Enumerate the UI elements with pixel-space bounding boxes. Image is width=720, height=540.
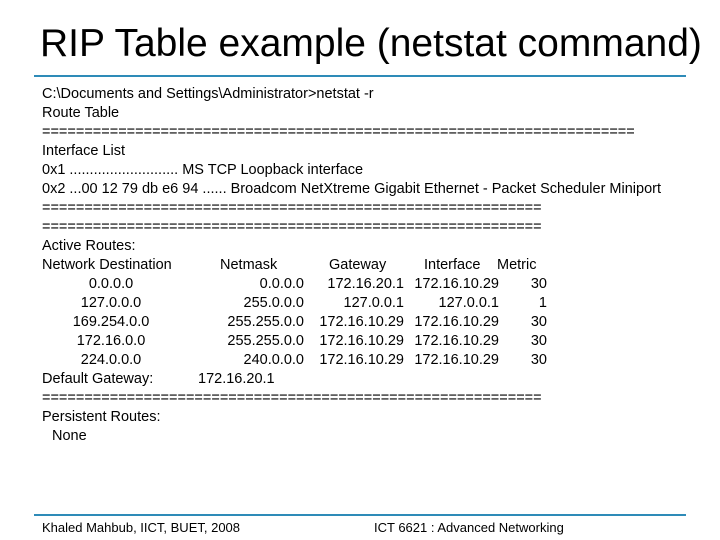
route-gateway: 127.0.0.1 [343,295,404,311]
separator-long: ====================================================================== [42,124,635,140]
route-gateway: 172.16.10.29 [319,314,404,330]
column-header-interface: Interface [424,257,481,273]
slide-title: RIP Table example (netstat command) [40,22,702,65]
active-routes-heading: Active Routes: [42,238,136,254]
route-row [42,294,687,313]
route-destination: 0.0.0.0 [88,276,134,292]
route-gateway: 172.16.20.1 [327,276,404,292]
separator: =========================================================== [42,390,542,406]
separator: =========================================================== [42,219,542,235]
route-interface: 172.16.10.29 [414,352,499,368]
route-destination: 172.16.0.0 [76,333,146,349]
column-header-destination: Network Destination [42,257,172,273]
persistent-routes-heading: Persistent Routes: [42,409,161,425]
default-gateway-label: Default Gateway: [42,371,154,387]
route-row [42,313,687,332]
route-netmask: 255.255.0.0 [227,333,304,349]
route-interface: 127.0.0.1 [438,295,499,311]
interface-broadcom: 0x2 ...00 12 79 db e6 94 ...... Broadcom NetXtreme Gigabit Ethernet - Packet Scheduler Miniport [42,181,661,197]
route-table-heading: Route Table [42,105,120,121]
footer-divider [34,514,686,516]
route-metric: 1 [538,295,547,311]
route-interface: 172.16.10.29 [414,333,499,349]
route-destination: 127.0.0.0 [80,295,142,311]
route-destination: 169.254.0.0 [72,314,150,330]
persistent-routes-none: None [52,428,87,444]
separator: =========================================================== [42,200,542,216]
route-row [42,275,687,294]
route-metric: 30 [530,333,547,349]
route-destination: 224.0.0.0 [80,352,142,368]
route-metric: 30 [530,314,547,330]
route-table-header [42,256,687,275]
route-interface: 172.16.10.29 [414,314,499,330]
route-gateway: 172.16.10.29 [319,333,404,349]
command-line: C:\Documents and Settings\Administrator>netstat -r [42,86,374,102]
route-gateway: 172.16.10.29 [319,352,404,368]
title-divider [34,75,686,77]
route-netmask: 255.0.0.0 [243,295,304,311]
column-header-netmask: Netmask [220,257,278,273]
route-metric: 30 [530,352,547,368]
route-netmask: 0.0.0.0 [259,276,304,292]
interface-list-heading: Interface List [42,143,126,159]
route-row [42,351,687,370]
route-interface: 172.16.10.29 [414,276,499,292]
route-metric: 30 [530,276,547,292]
default-gateway-value: 172.16.20.1 [198,371,275,387]
default-gateway-line [42,370,687,389]
route-netmask: 255.255.0.0 [227,314,304,330]
route-netmask: 240.0.0.0 [243,352,304,368]
route-row [42,332,687,351]
footer-course: ICT 6621 : Advanced Networking [374,520,564,535]
footer-author: Khaled Mahbub, IICT, BUET, 2008 [42,520,241,535]
netstat-output [42,85,687,446]
interface-loopback: 0x1 ........................... MS TCP Loopback interface [42,162,364,178]
column-header-gateway: Gateway [329,257,387,273]
column-header-metric: Metric [497,257,537,273]
